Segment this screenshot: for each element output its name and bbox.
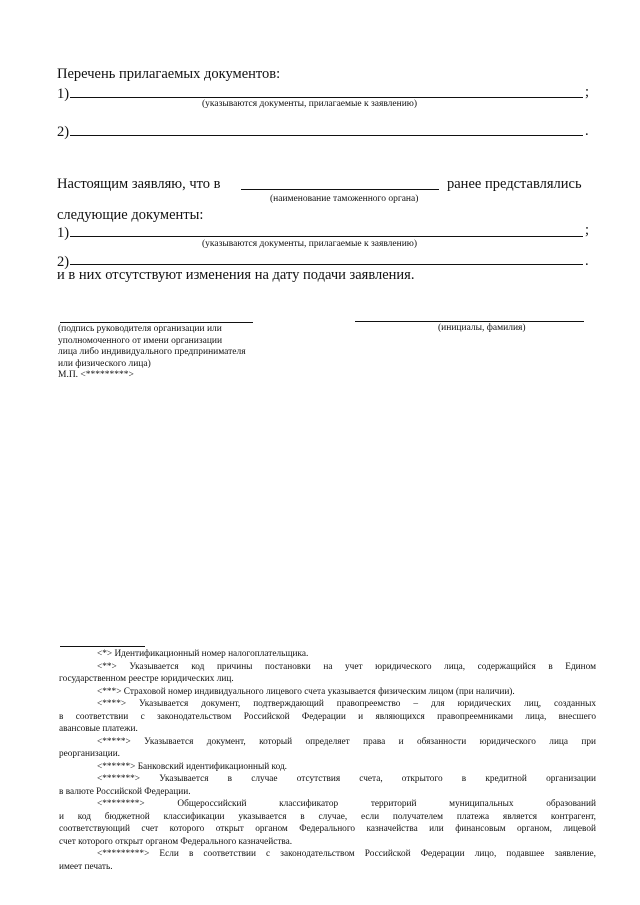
footnote-3: <***> Страховой номер индивидуального лицевого счета указывается физическим лицом (при наличии).: [97, 686, 515, 697]
footnotes-block: [59, 648, 596, 873]
signature-line[interactable]: [60, 322, 253, 323]
footnote-separator: [60, 646, 145, 647]
declaration-line2: следующие документы:: [57, 207, 204, 223]
declaration-lead: Настоящим заявляю, что в: [57, 176, 221, 192]
attached-item1-number: 1): [57, 86, 70, 102]
footnote-6: <******> Банковский идентификационный код.: [97, 761, 288, 772]
footnote-1: <*> Идентификационный номер налогоплательщика.: [97, 649, 309, 659]
declaration-item2-end: .: [585, 253, 589, 269]
declaration-closing: и в них отсутствуют изменения на дату подачи заявления.: [57, 267, 415, 283]
declaration-item1-number: 1): [57, 225, 70, 241]
name-line[interactable]: [355, 321, 584, 322]
declaration-tail: ранее представлялись: [447, 176, 582, 192]
footnote-2a: <**> Указывается код причины постановки на учет юридического лица, содержащийся в Едином: [97, 661, 596, 672]
footnote-5a: <*****> Указывается документ, который определяет права и обязанности юридического лица при: [97, 736, 596, 747]
signature-hint: [58, 324, 246, 382]
declaration-item1-hint: (указываются документы, прилагаемые к заявлению): [202, 239, 418, 249]
attached-item2-number: 2): [57, 124, 70, 140]
footnote-7a: <*******> Указывается в случае отсутствия счета, открытого в кредитной организации: [97, 774, 596, 784]
footnote-4b: в соответствии с законодательством Российской Федерации и являющихся правопреемниками лица, внесшего: [59, 711, 596, 722]
initials-hint: (инициалы, фамилия): [438, 323, 526, 333]
attached-documents-heading: Перечень прилагаемых документов:: [57, 66, 281, 82]
footnote-8b: и код бюджетной классификации указывается в случае, если получателем платежа является контрагент,: [59, 811, 596, 822]
attached-item2-line[interactable]: [70, 135, 583, 136]
declaration-item2-line[interactable]: [70, 264, 583, 265]
signature-hint-line: или физического лица): [58, 358, 151, 369]
footnote-5b: реорганизации.: [59, 749, 121, 759]
footnote-4a: <****> Указывается документ, подтверждающий правопреемство – для юридических лиц, созданных: [97, 699, 596, 709]
declaration-item2-number: 2): [57, 254, 70, 270]
footnote-9a: <*********> Если в соответствии с законодательством Российской Федерации лицо, подавшее заявление,: [97, 849, 596, 859]
customs-organ-hint: (наименование таможенного органа): [270, 194, 419, 204]
attached-item1-end: ;: [585, 84, 590, 100]
attached-item1-line[interactable]: [70, 97, 583, 98]
customs-organ-line[interactable]: [241, 189, 439, 190]
footnote-8d: счет которого открыт органом Федерального казначейства.: [59, 836, 293, 847]
signature-hint-line: лица либо индивидуального предпринимателя: [58, 347, 246, 357]
footnote-2b: государственном реестре юридических лиц.: [59, 674, 234, 684]
footnote-8a: <********> Общероссийский классификатор территорий муниципальных образований: [97, 799, 596, 809]
footnote-8c: соответствующий счет которого открыт органом Федерального казначейства или финансовым органом, лицевой: [59, 824, 596, 834]
signature-hint-line: уполномоченного от имени организации: [58, 335, 223, 346]
declaration-item1-end: ;: [585, 222, 590, 238]
declaration-item1-line[interactable]: [70, 236, 583, 237]
footnote-9b: имеет печать.: [59, 861, 113, 872]
attached-item2-end: .: [585, 123, 589, 139]
footnote-4c: авансовые платежи.: [59, 724, 138, 734]
signature-hint-line: (подпись руководителя организации или: [58, 324, 222, 334]
seal-mark: М.П. <*********>: [58, 370, 134, 380]
footnote-7b: в валюте Российской Федерации.: [59, 786, 191, 797]
attached-item1-hint: (указываются документы, прилагаемые к заявлению): [202, 99, 418, 109]
